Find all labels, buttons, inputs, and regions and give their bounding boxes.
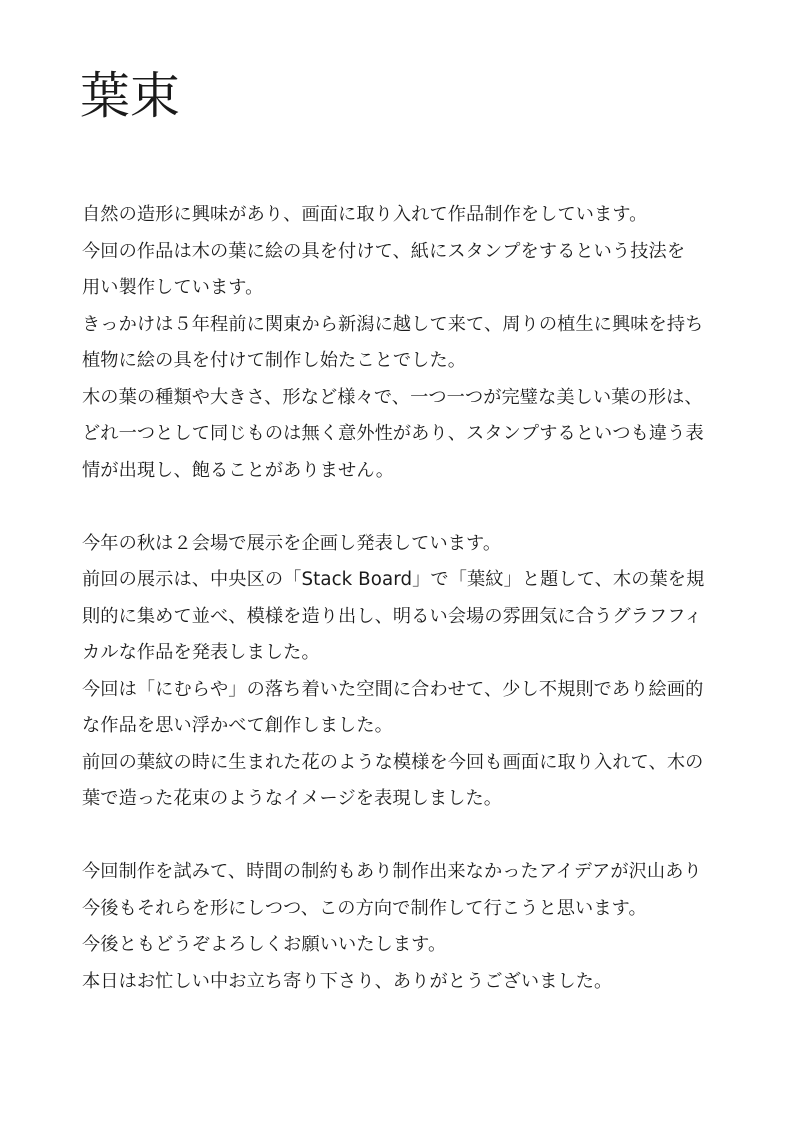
text-line: 今回の作品は木の葉に絵の具を付けて、紙にスタンプをするという技法を [82,240,686,262]
text-line: 則的に集めて並べ、模様を造り出し、明るい会場の雰囲気に合うグラフフィ [82,605,703,627]
paragraph-spacer [82,489,742,526]
text-line: 今後ともどうぞよろしくお願いいたします。 [82,934,447,955]
text-line: な作品を思い浮かべて創作しました。 [82,715,393,736]
text-line: 木の葉の種類や大きさ、形など様々で、一つ一つが完璧な美しい葉の形は、 [82,386,703,408]
text-line: 情が出現し、飽ることがありません。 [82,459,394,481]
text-line: 今回は「にむらや」の落ち着いた空間に合わせて、少し不規則であり絵画的 [82,678,704,700]
text-line: 今後もそれらを形にしつつ、この方向で制作して行こうと思います。 [82,897,647,919]
text-line: 自然の造形に興味があり、画面に取り入れて作品制作をしています。 [82,204,648,225]
text-line: どれ一つとして同じものは無く意外性があり、スタンプするといつも違う表 [82,423,704,444]
paragraph-spacer [82,818,742,855]
text-line: 今年の秋は２会場で展示を企画し発表しています。 [82,532,502,554]
page-title: 葉束 [80,67,180,125]
paragraph-2 [82,526,742,818]
text-line: 植物に絵の具を付けて制作し始たことでした。 [82,350,467,371]
text-line: 用い製作しています。 [82,277,264,298]
text-line: 今回制作を試みて、時間の制約もあり制作出来なかったアイデアが沢山あり [82,861,702,882]
body-text [82,197,742,1000]
text-line: きっかけは５年程前に関東から新潟に越して来て、周りの植生に興味を持ち [82,313,704,335]
paragraph-1 [82,197,742,489]
text-line: 前回の葉紋の時に生まれた花のような模様を今回も画面に取り入れて、木の [82,751,704,773]
text-line: カルな作品を発表しました。 [82,642,320,663]
text-line: 本日はお忙しい中お立ち寄り下さり、ありがとうございました。 [82,970,613,992]
text-line: 葉で造った花束のようなイメージを表現しました。 [82,788,503,809]
text-line: 前回の展示は、中央区の「Stack Board」で「葉紋」と題して、木の葉を規 [82,569,705,590]
paragraph-3 [82,854,742,1000]
